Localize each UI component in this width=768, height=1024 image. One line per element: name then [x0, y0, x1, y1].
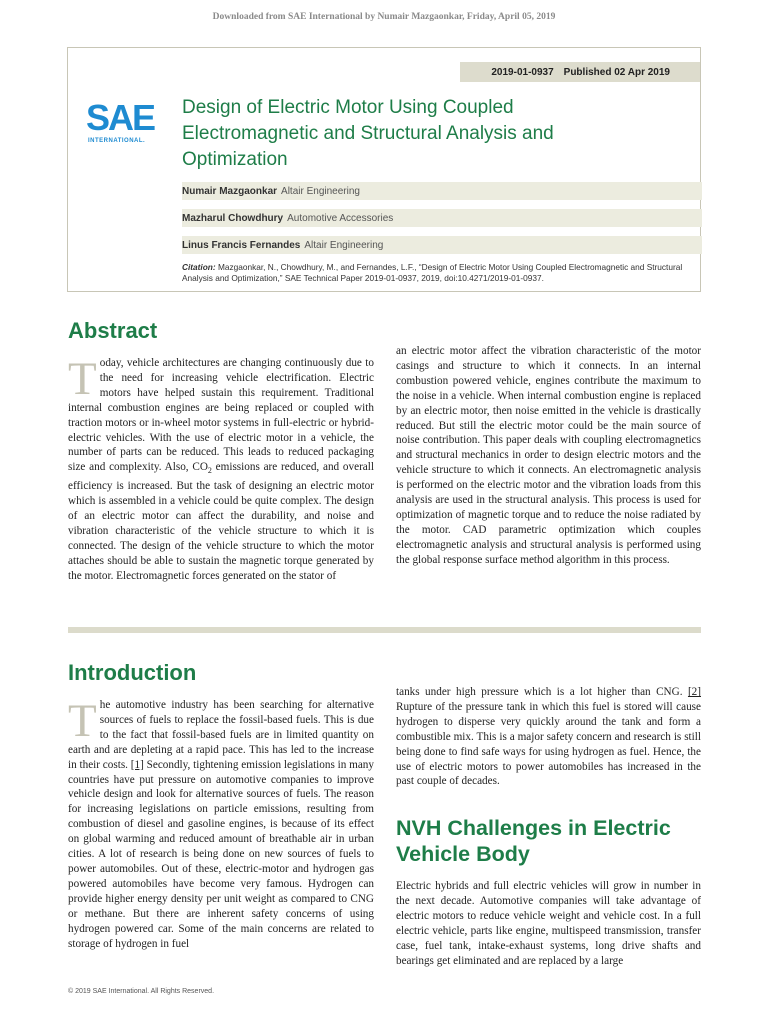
abstract-text-part1: oday, vehicle architectures are changing continuously due to the need for increasing vehicle electrification. Electric motors have helped sustain this requirement. Traditional internal combustion engines are being replaced or coupled with traction motors or in-wheel motor systems in full-electric or hybrid-electric vehicles. With the use of electric motor in a vehicle, the number of parts can be reduced. This leads to reduced packaging size and complexity. Also, CO: [68, 357, 374, 474]
introduction-dropcap: T: [68, 695, 97, 747]
paper-header: [67, 47, 701, 292]
nvh-heading: NVH Challenges in Electric Vehicle Body: [396, 816, 671, 866]
reference-link[interactable]: [1]: [130, 758, 144, 771]
paper-id: 2019-01-0937: [491, 66, 554, 78]
abstract-left-column: [68, 353, 374, 584]
paper-title: Design of Electric Motor Using Coupled Electromagnetic and Structural Analysis and Optimization: [182, 97, 554, 170]
abstract-heading: Abstract: [68, 318, 158, 343]
author-name: Mazharul Chowdhury: [182, 212, 284, 224]
paper-meta-strip: [460, 62, 700, 82]
introduction-heading: Introduction: [68, 660, 197, 685]
sae-logo: [86, 97, 155, 150]
author-name: Numair Mazgaonkar: [182, 185, 278, 197]
copyright-footer: © 2019 SAE International. All Rights Reserved.: [68, 988, 215, 995]
abstract-text-right: an electric motor affect the vibration characteristic of the motor casings and structure to which it connects. In an internal combustion powered vehicle, engines contribute the maximum to the noise in a vehicle. When internal combustion engine is replaced by an electric motor, then noise emitted in the vehicle is drastically reduced. But still the electric motor could be the main source of noise contribution. This paper deals with coupling electromagnetics and structural mechanics in order to design electric motors and the vehicle structure to which it connects. An electromagnetic analysis is performed on the electric motor and the vibration loads from this analysis are used in the structural analysis. This process is used for optimization of magnetic torque and to reduce the noise radiated by the motor. CAD parametric optimization which couples electromagnetic analysis and structural analysis is performed using the global response surface method algorithm in this process.: [396, 345, 701, 566]
download-notice: Downloaded from SAE International by Numair Mazgaonkar, Friday, April 05, 2019: [212, 12, 556, 22]
publish-date: Published 02 Apr 2019: [563, 66, 670, 78]
section-divider: [68, 627, 701, 633]
introduction-left-column: [68, 695, 374, 951]
abstract-text-part2: emissions are reduced, and overall efficiency is increased. But the task of designing an electric motor which is assembled in a vehicle could be quite complex. The design of an electric motor can affect the durability, and noise and vibration characteristic of the vehicle structure to which it is connected. The design of the vehicle structure to which the motor attaches should be able to sustain the magnetic torque generated by the motor. Electromagnetic forces generated on the stator of: [68, 461, 374, 582]
abstract-dropcap: T: [68, 353, 97, 405]
sae-logo-text: SAE: [86, 97, 155, 138]
author-row: [182, 236, 702, 254]
citation-label: Citation:: [182, 262, 216, 272]
introduction-right-text-b: Rupture of the pressure tank in which this fuel is stored will cause hydrogen to disperse very quickly around the tank and form a combustible mix. This is a major safety concern and research is still being done to find safe ways for using hydrogen as fuel. Hence, the use of electric motors to power automobiles has increased in the past couple of decades.: [396, 700, 701, 788]
nvh-column: [396, 879, 701, 968]
abstract-right-column: [396, 344, 701, 568]
nvh-text: Electric hybrids and full electric vehicles will grow in number in the next decade. Automotive companies will take advantage of electric motors to reduce vehicle weight and vehicle cost. In a full electric vehicle, parts like engine, multispeed transmission, transfer case, fuel tank, intake-exhaust systems, long drive shafts and bearings get eliminated and are replaced by a large: [396, 880, 701, 967]
citation-text: Mazgaonkar, N., Chowdhury, M., and Fernandes, L.F., “Design of Electric Motor Using Coupled Electromagnetic and Structural Analysis and Optimization,” SAE Technical Paper 2019-01-0937, 2019, doi:10.4271/2019-01-0937.: [182, 262, 683, 283]
author-name: Linus Francis Fernandes: [182, 239, 301, 251]
introduction-right-text-a: tanks under high pressure which is a lot higher than CNG.: [396, 686, 688, 698]
introduction-text-a: he automotive industry has been searching for alternative sources of fuels to replace the fossil-based fuels. This is due to the fact that fossil-based fuels are in limited quantity on earth and are depleting at a rapid pace. This has led to the increase in their costs.: [68, 699, 374, 771]
author-affiliation: Altair Engineering: [304, 239, 384, 251]
abstract-subscript: 2: [207, 466, 212, 476]
author-affiliation: Automotive Accessories: [287, 212, 394, 224]
author-row: [182, 182, 702, 200]
author-affiliation: Altair Engineering: [281, 185, 360, 197]
citation: [182, 262, 692, 284]
author-row: [182, 209, 702, 227]
reference-link[interactable]: [2]: [687, 686, 701, 698]
introduction-right-column: [396, 685, 701, 789]
introduction-text-b: Secondly, tightening emission legislations in many countries have put pressure on automotive companies to improve vehicle design and look for alternative sources of fuels. The reason for increasing legislations on particle emissions, resulting from combustion of diesel and gasoline engines, is because of its effect on global warming and reduced amount of breathable air in urban cities. A lot of research is being done on new sources of fuels to power automobiles. Out of these, electric-motor and hydrogen gas powered automobiles have become very famous. Hydrogen can provide higher energy density per unit weight as compared to CNG or methane. But there are inherent safety concerns of using hydrogen powered car. Some of the main concerns are related to storage of hydrogen in fuel: [68, 758, 374, 950]
sae-logo-subtext: INTERNATIONAL.: [88, 138, 146, 144]
